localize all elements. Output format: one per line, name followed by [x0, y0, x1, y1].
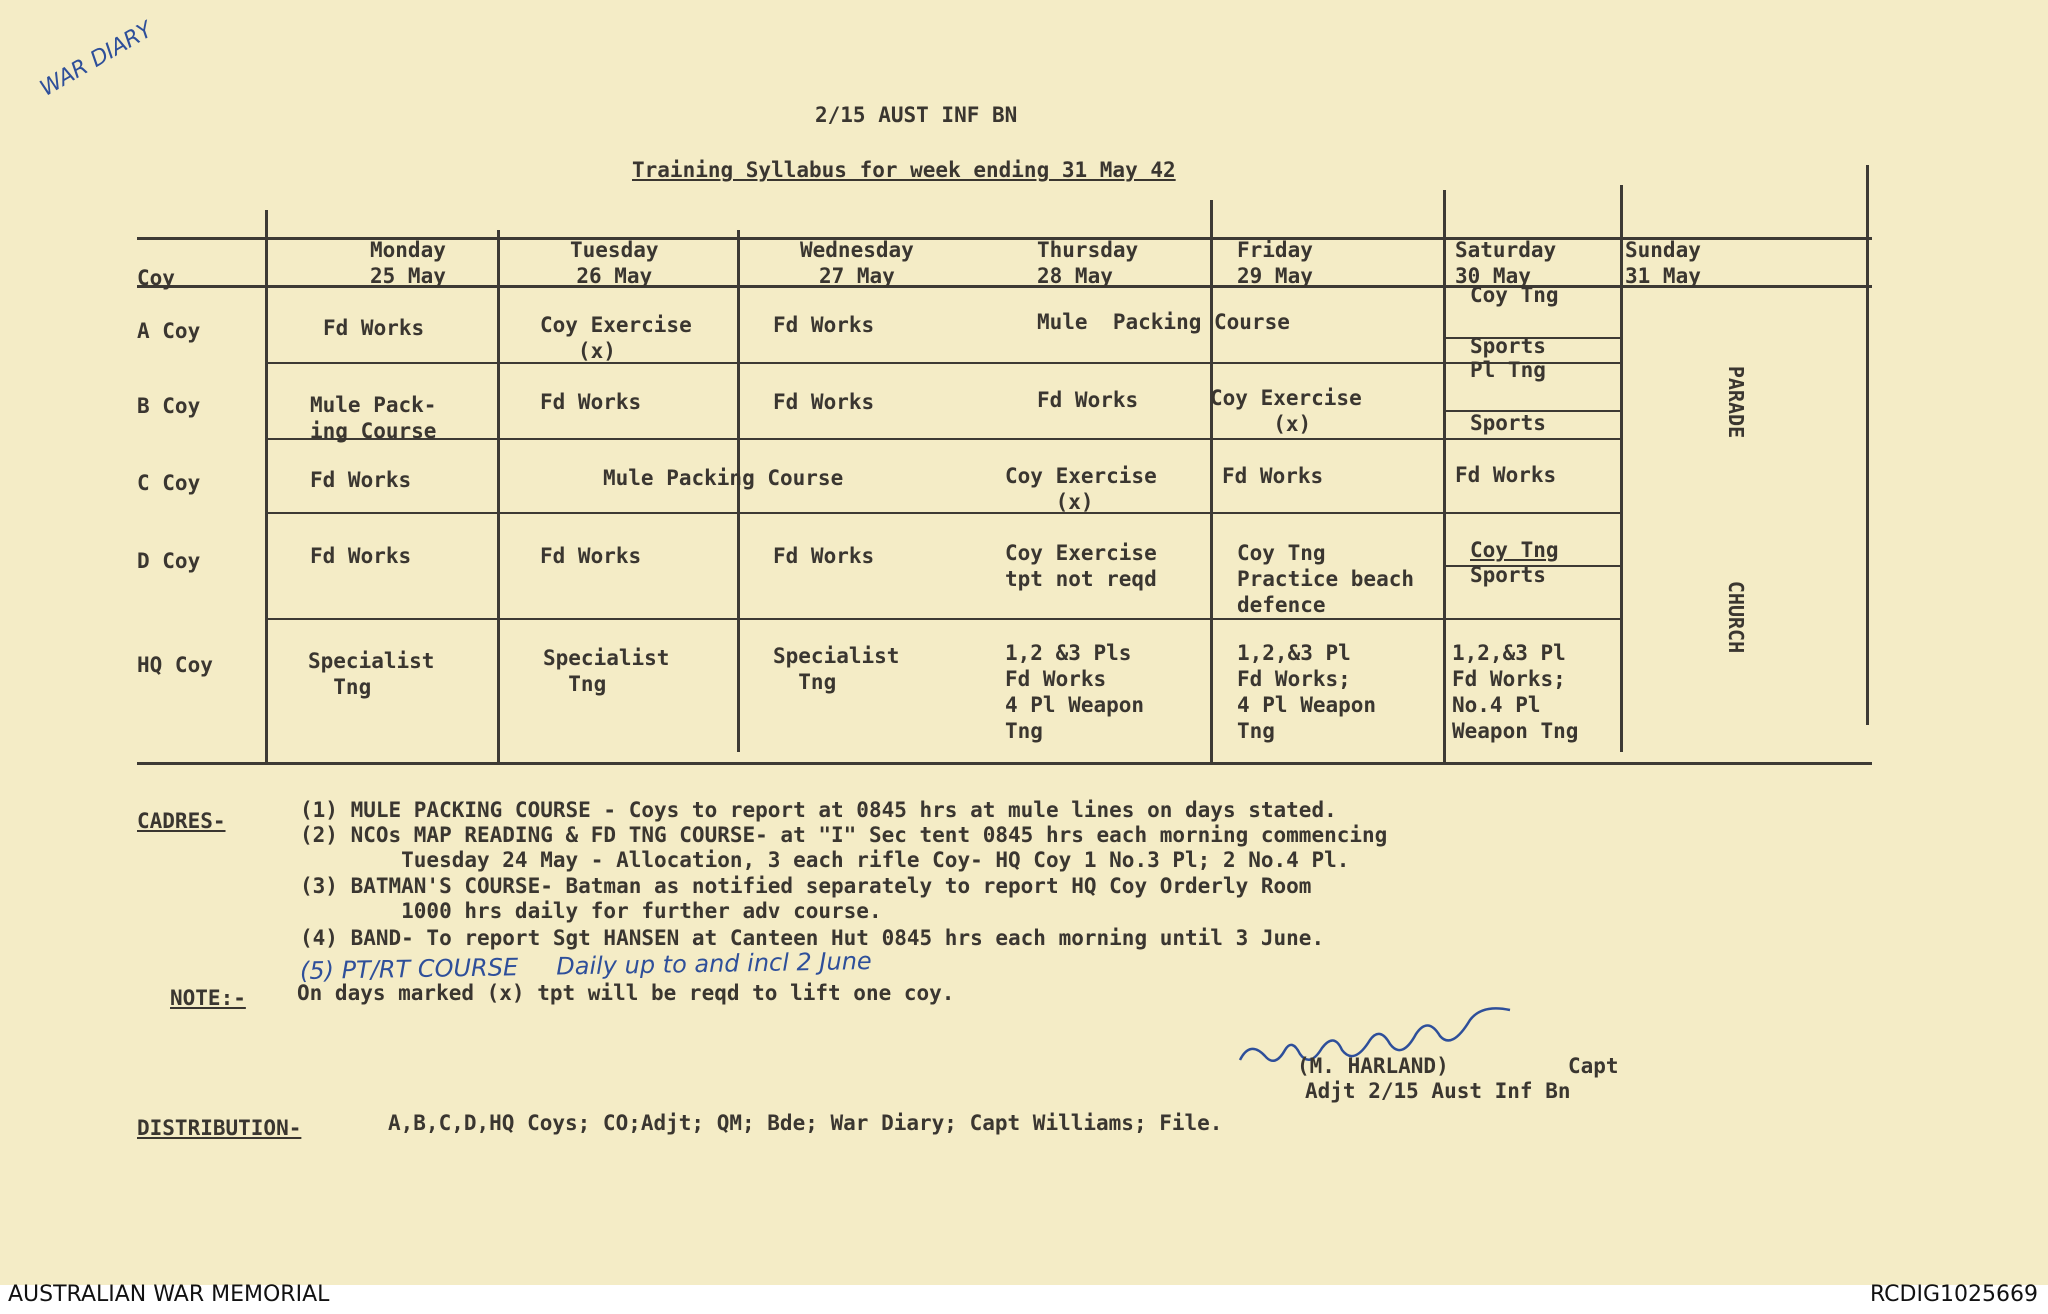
row-label-a-coy: A Coy [137, 319, 201, 343]
cadre-item-4: (4) BAND- To report Sgt HANSEN at Canteen Hut 0845 hrs each morning until 3 June. [300, 926, 1325, 950]
cell-hq-sat: 1,2,&3 Pl Fd Works; No.4 Pl Weapon Tng [1452, 641, 1579, 743]
day-header-sunday: Sunday 31 May [1625, 238, 1701, 288]
cadre-item-3: (3) BATMAN'S COURSE- Batman as notified separately to report HQ Coy Orderly Room [300, 874, 1312, 898]
day-header-saturday: Saturday 30 May [1455, 238, 1557, 288]
cell-b-fri: Coy Exercise (x) [1210, 386, 1362, 436]
day-header-thursday: Thursday 28 May [1037, 238, 1139, 288]
day-header-friday: Friday 29 May [1237, 238, 1313, 288]
cell-a-mon: Fd Works [323, 316, 425, 340]
cell-b-sat-top: Pl Tng [1470, 358, 1546, 382]
footer-left: AUSTRALIAN WAR MEMORIAL [8, 1282, 330, 1307]
cell-c-tue-wed: Mule Packing Course [603, 466, 844, 490]
document-title: Training Syllabus for week ending 31 May 42 [632, 158, 1176, 182]
cell-b-thu: Fd Works [1037, 388, 1139, 412]
row-label-c-coy: C Coy [137, 471, 201, 495]
cell-d-thu: Coy Exercise tpt not reqd [1005, 541, 1157, 591]
cadre-item-1: (1) MULE PACKING COURSE - Coys to report at 0845 hrs at mule lines on days stated. [300, 798, 1337, 822]
day-header-tuesday: Tuesday 26 May [570, 238, 659, 288]
cell-c-thu: Coy Exercise (x) [1005, 464, 1157, 514]
signature-appointment: Adjt 2/15 Aust Inf Bn [1305, 1079, 1571, 1103]
note-text: On days marked (x) tpt will be reqd to lift one coy. [297, 981, 955, 1005]
cell-c-mon: Fd Works [310, 468, 412, 492]
distribution-text: A,B,C,D,HQ Coys; CO;Adjt; QM; Bde; War Diary; Capt Williams; File. [388, 1111, 1223, 1135]
distribution-label: DISTRIBUTION- [137, 1116, 302, 1140]
cell-c-fri: Fd Works [1222, 464, 1324, 488]
cadre-item-3-cont: 1000 hrs daily for further adv course. [300, 899, 882, 923]
signature-name: (M. HARLAND) [1297, 1054, 1449, 1078]
cell-b-sat-bottom: Sports [1470, 411, 1546, 435]
cell-hq-mon: Specialist Tng [308, 649, 435, 699]
cadre-item-5-handwritten: (5) PT/RT COURSE Daily up to and incl 2 June [299, 947, 872, 985]
sunday-church-label: CHURCH [1724, 580, 1749, 654]
row-label-b-coy: B Coy [137, 394, 201, 418]
cadre-item-2-cont: Tuesday 24 May - Allocation, 3 each rifle Coy- HQ Coy 1 No.3 Pl; 2 No.4 Pl. [300, 848, 1350, 872]
row-label-hq-coy: HQ Coy [137, 653, 213, 677]
cell-d-sat-top: Coy Tng [1470, 538, 1559, 562]
cell-a-tue: Coy Exercise (x) [540, 313, 692, 363]
cell-hq-thu: 1,2 &3 Pls Fd Works 4 Pl Weapon Tng [1005, 641, 1145, 743]
day-header-monday: Monday 25 May [370, 238, 446, 288]
cell-d-sat-bottom: Sports [1470, 563, 1546, 587]
cadres-label: CADRES- [137, 809, 226, 833]
cell-hq-tue: Specialist Tng [543, 646, 670, 696]
row-label-d-coy: D Coy [137, 549, 201, 573]
cell-a-thu-fri: Mule Packing Course [1037, 310, 1290, 334]
cell-d-fri: Coy Tng Practice beach defence [1237, 541, 1415, 617]
cell-hq-wed: Specialist Tng [773, 644, 900, 694]
margin-note: WAR DIARY [36, 17, 157, 102]
cell-b-mon: Mule Pack- ing Course [310, 393, 437, 443]
cell-d-wed: Fd Works [773, 544, 875, 568]
sunday-parade-label: PARADE [1724, 365, 1749, 439]
cell-b-tue: Fd Works [540, 390, 642, 414]
day-header-wednesday: Wednesday 27 May [800, 238, 914, 288]
cell-b-wed: Fd Works [773, 390, 875, 414]
cell-d-tue: Fd Works [540, 544, 642, 568]
footer-right: RCDIG1025669 [1869, 1282, 2038, 1307]
cell-a-wed: Fd Works [773, 313, 875, 337]
signature-rank: Capt [1568, 1054, 1619, 1078]
cell-a-sat-bottom: Sports [1470, 334, 1546, 358]
cell-hq-fri: 1,2,&3 Pl Fd Works; 4 Pl Weapon Tng [1237, 641, 1377, 743]
cell-c-sat: Fd Works [1455, 463, 1557, 487]
cell-d-mon: Fd Works [310, 544, 412, 568]
cadre-item-2: (2) NCOs MAP READING & FD TNG COURSE- at "I" Sec tent 0845 hrs each morning commencing [300, 823, 1388, 847]
coy-column-header: Coy [137, 266, 175, 290]
unit-heading: 2/15 AUST INF BN [815, 103, 1018, 127]
note-label: NOTE:- [170, 986, 246, 1010]
cell-a-sat-top: Coy Tng [1470, 283, 1559, 307]
